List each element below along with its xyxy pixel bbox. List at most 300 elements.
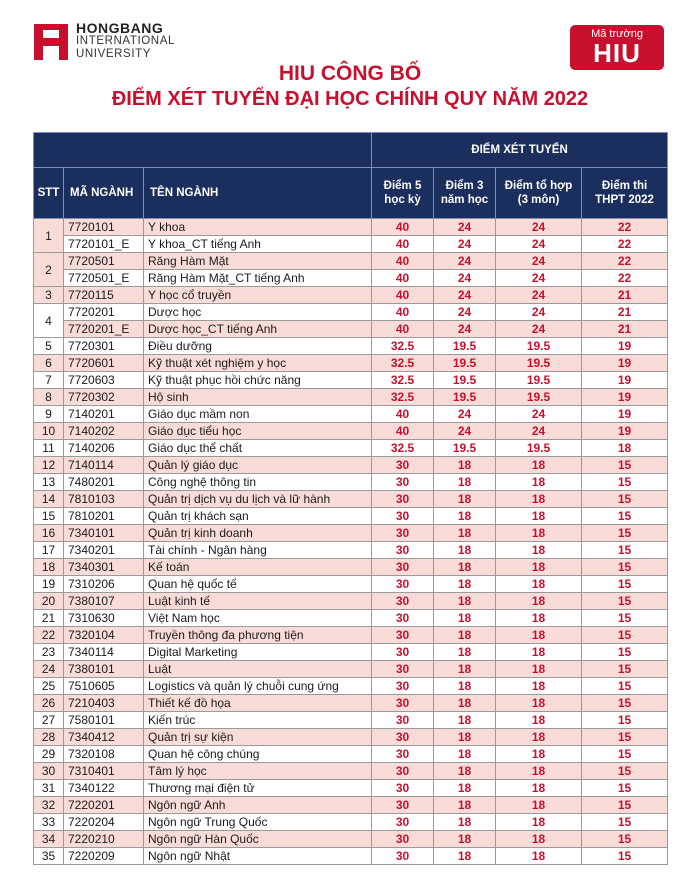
cell-score-combo: 18 (496, 593, 582, 610)
cell-stt: 6 (34, 355, 64, 372)
cell-stt: 24 (34, 661, 64, 678)
cell-stt: 18 (34, 559, 64, 576)
cell-score-exam: 15 (582, 763, 668, 780)
cell-name: Tài chính - Ngân hàng (144, 542, 372, 559)
cell-code: 7140202 (64, 423, 144, 440)
cell-score-exam: 15 (582, 678, 668, 695)
cell-score-years: 18 (434, 491, 496, 508)
cell-code: 7720201_E (64, 321, 144, 338)
cell-score-years: 18 (434, 678, 496, 695)
cell-name: Quan hệ quốc tế (144, 576, 372, 593)
table-body (34, 219, 668, 865)
table-row (34, 542, 668, 559)
cell-score-exam: 21 (582, 287, 668, 304)
cell-name: Luật (144, 661, 372, 678)
cell-score-semesters: 40 (372, 236, 434, 253)
cell-score-combo: 24 (496, 304, 582, 321)
cell-score-combo: 19.5 (496, 389, 582, 406)
cell-score-combo: 19.5 (496, 338, 582, 355)
cell-score-years: 24 (434, 253, 496, 270)
cell-score-combo: 19.5 (496, 440, 582, 457)
table-row (34, 610, 668, 627)
cell-name: Răng Hàm Mặt (144, 253, 372, 270)
cell-name: Thiết kế đồ họa (144, 695, 372, 712)
cell-score-combo: 18 (496, 644, 582, 661)
cell-name: Y khoa (144, 219, 372, 236)
cell-name: Quản trị khách sạn (144, 508, 372, 525)
cell-score-exam: 19 (582, 372, 668, 389)
cell-stt: 1 (34, 219, 64, 253)
cell-stt: 13 (34, 474, 64, 491)
header-blank (34, 133, 372, 168)
cell-score-combo: 18 (496, 780, 582, 797)
col-header-name: TÊN NGÀNH (144, 168, 372, 219)
table-row (34, 338, 668, 355)
cell-score-exam: 15 (582, 695, 668, 712)
badge-label: Mã trường (591, 28, 643, 40)
cell-score-years: 18 (434, 695, 496, 712)
table-row (34, 508, 668, 525)
cell-score-years: 18 (434, 474, 496, 491)
cell-code: 7720101_E (64, 236, 144, 253)
cell-name: Kế toán (144, 559, 372, 576)
cell-code: 7320104 (64, 627, 144, 644)
table-row (34, 729, 668, 746)
cell-code: 7140206 (64, 440, 144, 457)
cell-score-exam: 18 (582, 440, 668, 457)
cell-score-exam: 22 (582, 236, 668, 253)
cell-score-years: 18 (434, 729, 496, 746)
cell-score-exam: 22 (582, 253, 668, 270)
cell-stt: 26 (34, 695, 64, 712)
cell-score-combo: 18 (496, 559, 582, 576)
cell-score-semesters: 30 (372, 474, 434, 491)
cell-stt: 25 (34, 678, 64, 695)
cell-score-exam: 15 (582, 610, 668, 627)
cell-score-combo: 18 (496, 508, 582, 525)
cell-score-exam: 15 (582, 593, 668, 610)
table-row (34, 253, 668, 270)
cell-score-years: 18 (434, 508, 496, 525)
cell-code: 7720115 (64, 287, 144, 304)
cell-score-semesters: 30 (372, 729, 434, 746)
cell-score-exam: 19 (582, 406, 668, 423)
cell-code: 7210403 (64, 695, 144, 712)
cell-score-exam: 22 (582, 219, 668, 236)
table-row (34, 491, 668, 508)
cell-score-semesters: 30 (372, 695, 434, 712)
cell-stt: 10 (34, 423, 64, 440)
cell-stt: 23 (34, 644, 64, 661)
cell-score-years: 18 (434, 831, 496, 848)
cell-score-semesters: 30 (372, 780, 434, 797)
cell-name: Luật kinh tế (144, 593, 372, 610)
cell-score-semesters: 40 (372, 423, 434, 440)
cell-score-years: 18 (434, 780, 496, 797)
table-row (34, 355, 668, 372)
cell-stt: 19 (34, 576, 64, 593)
table-row (34, 797, 668, 814)
cell-score-exam: 15 (582, 729, 668, 746)
cell-score-semesters: 30 (372, 763, 434, 780)
cell-score-exam: 15 (582, 542, 668, 559)
table-row (34, 236, 668, 253)
cell-code: 7220209 (64, 848, 144, 865)
cell-score-semesters: 40 (372, 253, 434, 270)
table-row (34, 440, 668, 457)
cell-score-exam: 15 (582, 712, 668, 729)
cell-score-years: 24 (434, 321, 496, 338)
col-header-score-combo: Điểm tổ hợp (3 môn) (496, 168, 582, 219)
cell-stt: 9 (34, 406, 64, 423)
cell-score-semesters: 40 (372, 321, 434, 338)
cell-score-exam: 19 (582, 338, 668, 355)
logo-text (76, 22, 175, 61)
cell-code: 7720501 (64, 253, 144, 270)
cell-score-years: 18 (434, 644, 496, 661)
cell-score-exam: 19 (582, 355, 668, 372)
cell-name: Kiến trúc (144, 712, 372, 729)
cell-name: Quản trị kinh doanh (144, 525, 372, 542)
cell-score-semesters: 32.5 (372, 440, 434, 457)
cell-stt: 16 (34, 525, 64, 542)
cell-code: 7380101 (64, 661, 144, 678)
cell-stt: 27 (34, 712, 64, 729)
cell-score-years: 18 (434, 610, 496, 627)
cell-stt: 33 (34, 814, 64, 831)
cell-score-semesters: 40 (372, 270, 434, 287)
cell-score-exam: 15 (582, 831, 668, 848)
table-row (34, 678, 668, 695)
cell-score-years: 18 (434, 559, 496, 576)
cell-score-semesters: 40 (372, 406, 434, 423)
cell-score-exam: 15 (582, 814, 668, 831)
cell-code: 7220204 (64, 814, 144, 831)
cell-code: 7140201 (64, 406, 144, 423)
cell-score-semesters: 40 (372, 287, 434, 304)
cell-score-semesters: 30 (372, 593, 434, 610)
cell-name: Dược học_CT tiếng Anh (144, 321, 372, 338)
cell-score-combo: 18 (496, 695, 582, 712)
cell-name: Kỹ thuật xét nghiệm y học (144, 355, 372, 372)
cell-score-semesters: 30 (372, 491, 434, 508)
cell-score-combo: 18 (496, 576, 582, 593)
table-row (34, 389, 668, 406)
cell-score-exam: 19 (582, 389, 668, 406)
cell-name: Giáo dục tiểu học (144, 423, 372, 440)
cell-score-semesters: 30 (372, 559, 434, 576)
cell-score-semesters: 32.5 (372, 372, 434, 389)
cell-name: Giáo dục mầm non (144, 406, 372, 423)
cell-score-semesters: 30 (372, 576, 434, 593)
cell-score-combo: 18 (496, 474, 582, 491)
cell-score-combo: 24 (496, 423, 582, 440)
table-row (34, 457, 668, 474)
admission-scores-table (33, 132, 668, 865)
cell-stt: 11 (34, 440, 64, 457)
cell-name: Y học cổ truyền (144, 287, 372, 304)
cell-name: Truyền thông đa phương tiện (144, 627, 372, 644)
col-header-score-years: Điểm 3 năm học (434, 168, 496, 219)
cell-stt: 31 (34, 780, 64, 797)
cell-stt: 5 (34, 338, 64, 355)
cell-score-semesters: 30 (372, 610, 434, 627)
cell-score-combo: 18 (496, 542, 582, 559)
cell-name: Giáo dục thể chất (144, 440, 372, 457)
cell-code: 7720201 (64, 304, 144, 321)
cell-score-exam: 15 (582, 457, 668, 474)
cell-score-combo: 24 (496, 270, 582, 287)
cell-score-exam: 15 (582, 474, 668, 491)
cell-score-years: 18 (434, 576, 496, 593)
cell-stt: 35 (34, 848, 64, 865)
cell-score-combo: 18 (496, 814, 582, 831)
table-row (34, 627, 668, 644)
cell-name: Quan hệ công chúng (144, 746, 372, 763)
cell-score-semesters: 32.5 (372, 389, 434, 406)
cell-code: 7720301 (64, 338, 144, 355)
cell-score-exam: 15 (582, 746, 668, 763)
cell-score-years: 24 (434, 406, 496, 423)
table-row (34, 372, 668, 389)
cell-score-combo: 24 (496, 253, 582, 270)
cell-score-combo: 24 (496, 406, 582, 423)
cell-name: Quản lý giáo dục (144, 457, 372, 474)
cell-score-exam: 15 (582, 559, 668, 576)
cell-score-exam: 15 (582, 525, 668, 542)
cell-name: Răng Hàm Mặt_CT tiếng Anh (144, 270, 372, 287)
cell-stt: 8 (34, 389, 64, 406)
cell-code: 7220201 (64, 797, 144, 814)
cell-score-years: 24 (434, 287, 496, 304)
cell-stt: 4 (34, 304, 64, 338)
cell-name: Điều dưỡng (144, 338, 372, 355)
cell-score-semesters: 32.5 (372, 338, 434, 355)
cell-score-years: 19.5 (434, 389, 496, 406)
cell-stt: 21 (34, 610, 64, 627)
cell-score-exam: 21 (582, 321, 668, 338)
cell-name: Y khoa_CT tiếng Anh (144, 236, 372, 253)
logo-line-3: UNIVERSITY (76, 48, 152, 60)
cell-score-years: 24 (434, 304, 496, 321)
cell-stt: 29 (34, 746, 64, 763)
cell-score-years: 24 (434, 270, 496, 287)
cell-score-combo: 18 (496, 746, 582, 763)
cell-stt: 7 (34, 372, 64, 389)
hiu-logo-icon (34, 24, 68, 60)
cell-score-semesters: 30 (372, 797, 434, 814)
cell-score-combo: 24 (496, 321, 582, 338)
cell-code: 7340101 (64, 525, 144, 542)
cell-score-years: 18 (434, 525, 496, 542)
cell-code: 7720101 (64, 219, 144, 236)
cell-score-semesters: 32.5 (372, 355, 434, 372)
cell-score-semesters: 30 (372, 831, 434, 848)
cell-code: 7810201 (64, 508, 144, 525)
cell-score-exam: 15 (582, 576, 668, 593)
page-title-line-1: HIU CÔNG BỐ (278, 62, 422, 85)
table-row (34, 746, 668, 763)
cell-score-years: 18 (434, 627, 496, 644)
table-row (34, 576, 668, 593)
cell-stt: 34 (34, 831, 64, 848)
table-row (34, 695, 668, 712)
cell-name: Công nghệ thông tin (144, 474, 372, 491)
cell-name: Thương mại điện tử (144, 780, 372, 797)
cell-score-combo: 24 (496, 287, 582, 304)
cell-score-combo: 18 (496, 831, 582, 848)
cell-stt: 30 (34, 763, 64, 780)
table-row (34, 219, 668, 236)
cell-code: 7340114 (64, 644, 144, 661)
table-row (34, 406, 668, 423)
cell-name: Ngôn ngữ Nhật (144, 848, 372, 865)
cell-code: 7510605 (64, 678, 144, 695)
cell-code: 7140114 (64, 457, 144, 474)
cell-stt: 12 (34, 457, 64, 474)
cell-score-exam: 21 (582, 304, 668, 321)
group-header: ĐIỂM XÉT TUYỂN (372, 133, 668, 168)
cell-score-combo: 18 (496, 678, 582, 695)
cell-score-semesters: 40 (372, 304, 434, 321)
cell-name: Ngôn ngữ Anh (144, 797, 372, 814)
badge-code: HIU (593, 38, 641, 68)
cell-name: Ngôn ngữ Trung Quốc (144, 814, 372, 831)
table-row (34, 423, 668, 440)
cell-name: Quản trị dịch vụ du lịch và lữ hành (144, 491, 372, 508)
cell-score-exam: 15 (582, 797, 668, 814)
cell-score-semesters: 30 (372, 644, 434, 661)
cell-name: Tâm lý học (144, 763, 372, 780)
cell-score-semesters: 30 (372, 508, 434, 525)
logo-line-2: INTERNATIONAL (76, 35, 175, 47)
cell-stt: 2 (34, 253, 64, 287)
table-row (34, 780, 668, 797)
cell-score-years: 18 (434, 746, 496, 763)
cell-score-combo: 18 (496, 491, 582, 508)
cell-code: 7220210 (64, 831, 144, 848)
cell-code: 7720603 (64, 372, 144, 389)
logo-line-1: HONGBANG (76, 20, 164, 36)
cell-score-semesters: 30 (372, 848, 434, 865)
cell-name: Digital Marketing (144, 644, 372, 661)
cell-score-semesters: 30 (372, 457, 434, 474)
cell-score-semesters: 30 (372, 712, 434, 729)
cell-score-years: 19.5 (434, 440, 496, 457)
cell-score-years: 18 (434, 542, 496, 559)
cell-score-combo: 18 (496, 763, 582, 780)
cell-score-years: 18 (434, 593, 496, 610)
cell-name: Logistics và quản lý chuỗi cung ứng (144, 678, 372, 695)
cell-score-semesters: 30 (372, 542, 434, 559)
table-row (34, 661, 668, 678)
col-header-code: MÃ NGÀNH (64, 168, 144, 219)
cell-score-combo: 18 (496, 848, 582, 865)
cell-code: 7340122 (64, 780, 144, 797)
cell-score-semesters: 40 (372, 219, 434, 236)
cell-stt: 17 (34, 542, 64, 559)
cell-code: 7380107 (64, 593, 144, 610)
cell-score-years: 18 (434, 661, 496, 678)
cell-score-semesters: 30 (372, 678, 434, 695)
cell-name: Kỹ thuật phục hồi chức năng (144, 372, 372, 389)
cell-code: 7810103 (64, 491, 144, 508)
col-header-score-exam: Điểm thi THPT 2022 (582, 168, 668, 219)
cell-stt: 28 (34, 729, 64, 746)
cell-code: 7340301 (64, 559, 144, 576)
cell-stt: 3 (34, 287, 64, 304)
cell-score-exam: 15 (582, 508, 668, 525)
cell-score-semesters: 30 (372, 627, 434, 644)
cell-score-years: 18 (434, 848, 496, 865)
cell-score-combo: 18 (496, 712, 582, 729)
cell-score-years: 18 (434, 763, 496, 780)
table-row (34, 474, 668, 491)
table-row (34, 644, 668, 661)
cell-score-semesters: 30 (372, 814, 434, 831)
cell-score-exam: 19 (582, 423, 668, 440)
table-row (34, 763, 668, 780)
cell-score-combo: 24 (496, 219, 582, 236)
cell-stt: 32 (34, 797, 64, 814)
cell-score-semesters: 30 (372, 661, 434, 678)
cell-score-years: 19.5 (434, 355, 496, 372)
cell-code: 7340201 (64, 542, 144, 559)
cell-code: 7580101 (64, 712, 144, 729)
cell-code: 7310630 (64, 610, 144, 627)
cell-score-exam: 15 (582, 848, 668, 865)
cell-score-years: 19.5 (434, 372, 496, 389)
cell-score-combo: 19.5 (496, 372, 582, 389)
cell-score-combo: 18 (496, 797, 582, 814)
cell-score-years: 18 (434, 814, 496, 831)
cell-name: Dược học (144, 304, 372, 321)
cell-score-years: 18 (434, 712, 496, 729)
cell-score-exam: 22 (582, 270, 668, 287)
cell-score-combo: 18 (496, 729, 582, 746)
col-header-stt: STT (34, 168, 64, 219)
cell-score-combo: 18 (496, 627, 582, 644)
page-title-line-2: ĐIỂM XÉT TUYỂN ĐẠI HỌC CHÍNH QUY NĂM 2022 (111, 88, 589, 110)
cell-name: Hộ sinh (144, 389, 372, 406)
table-row (34, 321, 668, 338)
cell-score-combo: 18 (496, 525, 582, 542)
cell-score-years: 24 (434, 236, 496, 253)
cell-score-years: 19.5 (434, 338, 496, 355)
cell-score-exam: 15 (582, 780, 668, 797)
cell-stt: 15 (34, 508, 64, 525)
cell-score-exam: 15 (582, 491, 668, 508)
cell-score-exam: 15 (582, 661, 668, 678)
cell-score-years: 24 (434, 219, 496, 236)
cell-name: Việt Nam học (144, 610, 372, 627)
table-row (34, 287, 668, 304)
table-row (34, 270, 668, 287)
cell-code: 7720601 (64, 355, 144, 372)
cell-score-combo: 19.5 (496, 355, 582, 372)
cell-name: Ngôn ngữ Hàn Quốc (144, 831, 372, 848)
col-header-score-semesters: Điểm 5 học kỳ (372, 168, 434, 219)
university-logo (34, 22, 175, 61)
cell-code: 7720302 (64, 389, 144, 406)
cell-code: 7310206 (64, 576, 144, 593)
cell-name: Quản trị sự kiện (144, 729, 372, 746)
cell-score-exam: 15 (582, 627, 668, 644)
table-row (34, 712, 668, 729)
cell-stt: 22 (34, 627, 64, 644)
cell-score-combo: 18 (496, 610, 582, 627)
cell-score-years: 24 (434, 423, 496, 440)
